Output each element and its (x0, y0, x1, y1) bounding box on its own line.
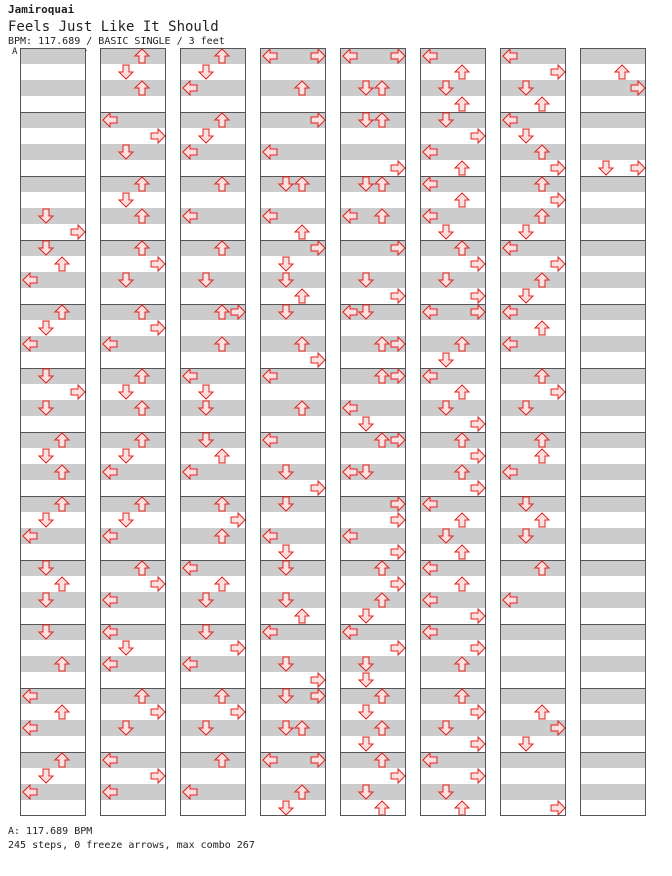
step-arrow-icon (535, 321, 549, 335)
beat-stripe (420, 240, 486, 256)
beat-stripe (180, 496, 246, 512)
step-arrow-icon (551, 65, 565, 79)
beat-stripe (580, 656, 646, 672)
step-arrow-icon (359, 705, 373, 719)
beat-stripe (420, 656, 486, 672)
beat-stripe (20, 304, 86, 320)
beat-stripe (580, 784, 646, 800)
beat-stripe (580, 368, 646, 384)
step-arrow-icon (311, 353, 325, 367)
step-arrow-icon (39, 513, 53, 527)
step-arrow-icon (71, 225, 85, 239)
step-arrow-icon (455, 161, 469, 175)
beat-stripe (580, 720, 646, 736)
step-arrow-icon (391, 641, 405, 655)
step-arrow-icon (519, 737, 533, 751)
step-arrow-icon (39, 769, 53, 783)
step-arrow-icon (439, 353, 453, 367)
beat-stripe (420, 464, 486, 480)
beat-stripe (500, 272, 566, 288)
beat-stripe (580, 752, 646, 768)
beat-stripe (500, 432, 566, 448)
beat-stripe (500, 208, 566, 224)
beat-stripe (100, 400, 166, 416)
beat-stripe (340, 752, 406, 768)
step-arrow-icon (119, 385, 133, 399)
step-arrow-icon (455, 513, 469, 527)
step-arrow-icon (455, 385, 469, 399)
step-arrow-icon (391, 545, 405, 559)
beat-stripe (180, 240, 246, 256)
step-arrow-icon (391, 289, 405, 303)
step-arrow-icon (119, 65, 133, 79)
step-arrow-icon (471, 769, 485, 783)
step-arrow-icon (215, 449, 229, 463)
beat-stripe (180, 336, 246, 352)
beat-stripe (100, 48, 166, 64)
step-arrow-icon (279, 257, 293, 271)
beat-stripe (100, 176, 166, 192)
beat-stripe (580, 496, 646, 512)
beat-stripe (100, 80, 166, 96)
beat-stripe (20, 176, 86, 192)
step-arrow-icon (311, 673, 325, 687)
step-arrow-icon (39, 321, 53, 335)
step-arrow-icon (311, 481, 325, 495)
beat-stripe (340, 560, 406, 576)
step-arrow-icon (295, 225, 309, 239)
beat-stripe (420, 336, 486, 352)
beat-stripe (340, 592, 406, 608)
step-arrow-icon (535, 449, 549, 463)
beat-stripe (100, 208, 166, 224)
beat-stripe (180, 112, 246, 128)
step-arrow-icon (55, 257, 69, 271)
beat-stripe (100, 304, 166, 320)
beat-stripe (500, 624, 566, 640)
beat-stripe (260, 336, 326, 352)
beat-stripe (100, 432, 166, 448)
chart-column (260, 48, 326, 816)
step-arrow-icon (471, 609, 485, 623)
step-arrow-icon (551, 193, 565, 207)
step-arrow-icon (119, 641, 133, 655)
chart-column (420, 48, 486, 816)
beat-stripe (180, 752, 246, 768)
step-arrow-icon (551, 801, 565, 815)
step-arrow-icon (535, 513, 549, 527)
chart-column (500, 48, 566, 816)
step-arrow-icon (535, 705, 549, 719)
chart-column (180, 48, 246, 816)
beat-stripe (580, 528, 646, 544)
step-arrow-icon (151, 769, 165, 783)
beat-stripe (500, 688, 566, 704)
beat-stripe (20, 464, 86, 480)
step-arrow-icon (455, 577, 469, 591)
step-arrow-icon (151, 257, 165, 271)
beat-stripe (580, 176, 646, 192)
beat-stripe (100, 240, 166, 256)
beat-stripe (180, 528, 246, 544)
beat-stripe (500, 560, 566, 576)
step-arrow-icon (151, 705, 165, 719)
beat-stripe (580, 560, 646, 576)
beat-stripe (580, 464, 646, 480)
beat-stripe (500, 656, 566, 672)
step-arrow-icon (199, 385, 213, 399)
step-arrow-icon (279, 545, 293, 559)
step-arrow-icon (391, 769, 405, 783)
step-arrow-icon (151, 321, 165, 335)
beat-stripe (580, 48, 646, 64)
step-arrow-icon (231, 513, 245, 527)
step-arrow-icon (519, 289, 533, 303)
step-arrow-icon (471, 417, 485, 431)
step-arrow-icon (535, 97, 549, 111)
beat-stripe (580, 688, 646, 704)
beat-stripe (20, 656, 86, 672)
beat-stripe (500, 368, 566, 384)
step-arrow-icon (455, 65, 469, 79)
beat-stripe (20, 144, 86, 160)
step-arrow-icon (39, 449, 53, 463)
step-arrow-icon (519, 225, 533, 239)
step-arrow-icon (119, 193, 133, 207)
step-arrow-icon (151, 129, 165, 143)
step-arrow-icon (471, 737, 485, 751)
beat-stripe (500, 176, 566, 192)
beat-stripe (260, 80, 326, 96)
beat-stripe (420, 432, 486, 448)
beat-stripe (500, 144, 566, 160)
beat-stripe (20, 48, 86, 64)
beat-stripe (580, 432, 646, 448)
beat-stripe (20, 432, 86, 448)
step-arrow-icon (551, 257, 565, 271)
beat-stripe (100, 368, 166, 384)
step-arrow-icon (359, 609, 373, 623)
step-arrow-icon (375, 801, 389, 815)
step-arrow-icon (215, 577, 229, 591)
beat-stripe (580, 400, 646, 416)
beat-stripe (100, 688, 166, 704)
beat-stripe (580, 240, 646, 256)
step-arrow-icon (551, 385, 565, 399)
beat-stripe (100, 560, 166, 576)
beat-stripe (20, 496, 86, 512)
step-arrow-icon (199, 65, 213, 79)
step-arrow-icon (279, 801, 293, 815)
step-arrow-icon (455, 545, 469, 559)
beat-stripe (180, 176, 246, 192)
step-arrow-icon (359, 673, 373, 687)
step-arrow-icon (295, 289, 309, 303)
step-stats: 245 steps, 0 freeze arrows, max combo 267 (8, 840, 255, 851)
bpm-summary: A: 117.689 BPM (8, 826, 93, 837)
beat-stripe (500, 752, 566, 768)
step-arrow-icon (455, 801, 469, 815)
step-arrow-icon (471, 257, 485, 271)
chart-column (340, 48, 406, 816)
beat-stripe (340, 720, 406, 736)
step-arrow-icon (359, 417, 373, 431)
step-arrow-icon (599, 161, 613, 175)
step-arrow-icon (471, 641, 485, 655)
beat-stripe (180, 688, 246, 704)
step-arrow-icon (119, 449, 133, 463)
step-arrow-icon (295, 609, 309, 623)
step-arrow-icon (55, 577, 69, 591)
step-arrow-icon (231, 641, 245, 655)
step-arrow-icon (391, 161, 405, 175)
song-title: Feels Just Like It Should (8, 19, 219, 35)
section-marker: A (12, 47, 18, 57)
step-arrow-icon (71, 385, 85, 399)
beat-stripe (580, 112, 646, 128)
step-arrow-icon (519, 129, 533, 143)
chart-info: BPM: 117.689 / BASIC SINGLE / 3 feet (8, 36, 225, 47)
step-arrow-icon (391, 513, 405, 527)
beat-stripe (580, 144, 646, 160)
beat-stripe (100, 496, 166, 512)
beat-stripe (580, 304, 646, 320)
beat-stripe (580, 208, 646, 224)
step-arrow-icon (439, 225, 453, 239)
step-arrow-icon (455, 193, 469, 207)
beat-stripe (580, 272, 646, 288)
step-arrow-icon (471, 481, 485, 495)
chart-column (20, 48, 86, 816)
step-arrow-icon (151, 577, 165, 591)
chart-column (100, 48, 166, 816)
step-arrow-icon (551, 161, 565, 175)
beat-stripe (260, 400, 326, 416)
beat-stripe (580, 592, 646, 608)
beat-stripe (420, 688, 486, 704)
beat-stripe (500, 784, 566, 800)
step-arrow-icon (615, 65, 629, 79)
beat-stripe (340, 688, 406, 704)
beat-stripe (580, 624, 646, 640)
step-arrow-icon (455, 97, 469, 111)
beat-stripe (340, 144, 406, 160)
step-arrow-icon (471, 449, 485, 463)
beat-stripe (20, 752, 86, 768)
step-arrow-icon (119, 513, 133, 527)
artist-name: Jamiroquai (8, 3, 75, 16)
step-arrow-icon (391, 577, 405, 591)
chart-column (580, 48, 646, 816)
step-arrow-icon (359, 737, 373, 751)
step-arrow-icon (631, 161, 645, 175)
step-arrow-icon (199, 129, 213, 143)
beat-stripe (580, 336, 646, 352)
step-arrow-icon (471, 129, 485, 143)
step-arrow-icon (55, 705, 69, 719)
step-arrow-icon (471, 705, 485, 719)
beat-stripe (20, 112, 86, 128)
beat-stripe (20, 80, 86, 96)
beat-stripe (180, 48, 246, 64)
step-arrow-icon (471, 289, 485, 303)
beat-stripe (260, 784, 326, 800)
step-arrow-icon (231, 705, 245, 719)
